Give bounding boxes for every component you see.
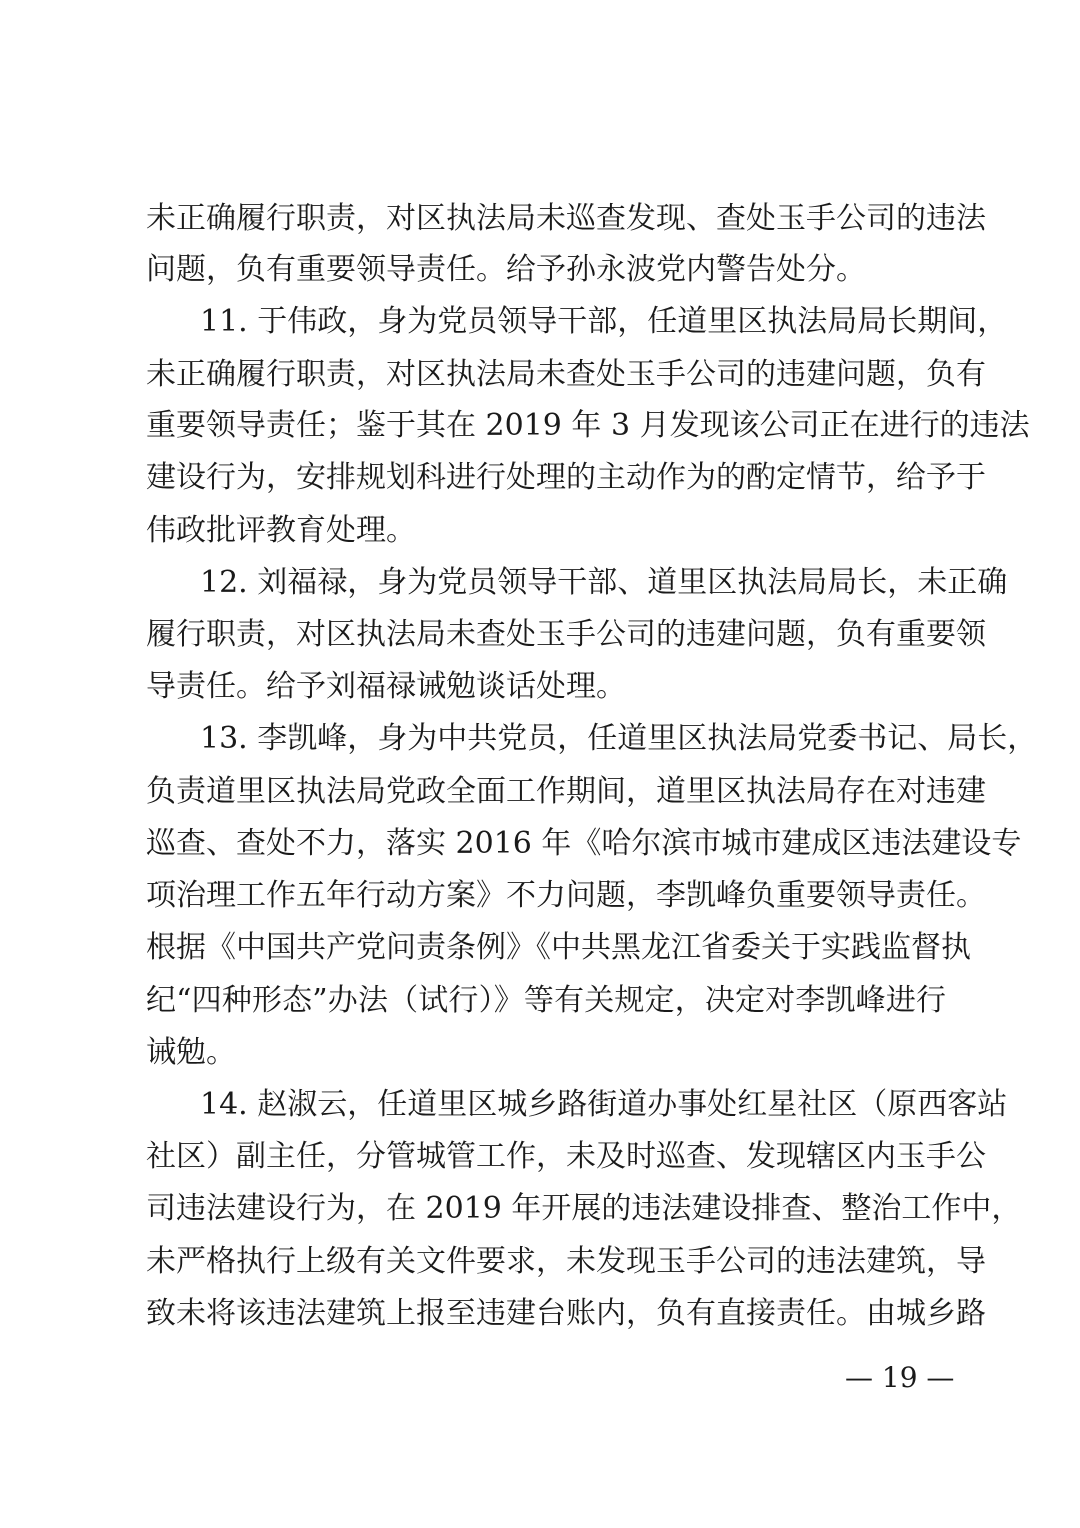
- text-line-4: 未正确履行职责，对区执法局未查处玉手公司的违建问题，负有: [146, 357, 986, 392]
- text-line-6: 建设行为，安排规划科进行处理的主动作为的酌定情节，给予于: [146, 460, 986, 495]
- text-line-19: 社区）副主任，分管城管工作，未及时巡查、发现辖区内玉手公: [146, 1139, 986, 1174]
- text-line-12: 负责道里区执法局党政全面工作期间，道里区执法局存在对违建: [146, 774, 986, 809]
- text-line-14: 项治理工作五年行动方案》不力问题，李凯峰负重要领导责任。: [146, 878, 986, 913]
- text-line-2: 问题，负有重要领导责任。给予孙永波党内警告处分。: [146, 252, 866, 287]
- text-line-7: 伟政批评教育处理。: [146, 513, 416, 548]
- text-line-1: 未正确履行职责，对区执法局未巡查发现、查处玉手公司的违法: [146, 201, 986, 236]
- text-line-15: 根据《中国共产党问责条例》《中共黑龙江省委关于实践监督执: [146, 930, 971, 965]
- text-line-5: 重要领导责任；鉴于其在 2019 年 3 月发现该公司正在进行的违法: [146, 408, 1030, 443]
- text-line-3: 11. 于伟政，身为党员领导干部，任道里区执法局局长期间，: [200, 304, 1008, 339]
- text-line-9: 履行职责，对区执法局未查处玉手公司的违建问题，负有重要领: [146, 617, 986, 652]
- text-line-21: 未严格执行上级有关文件要求，未发现玉手公司的违法建筑，导: [146, 1244, 986, 1279]
- text-line-22: 致未将该违法建筑上报至违建台账内，负有直接责任。由城乡路: [146, 1296, 986, 1331]
- text-line-20: 司违法建设行为，在 2019 年开展的违法建设排查、整治工作中，: [146, 1191, 1022, 1226]
- text-line-8: 12. 刘福禄，身为党员领导干部、道里区执法局局长，未正确: [200, 565, 1008, 600]
- page-number: — 19 —: [845, 1361, 955, 1394]
- text-line-16: 纪“四种形态”办法（试行）》等有关规定，决定对李凯峰进行: [146, 983, 946, 1018]
- text-line-11: 13. 李凯峰，身为中共党员，任道里区执法局党委书记、局长，: [200, 721, 1038, 756]
- text-line-18: 14. 赵淑云，任道里区城乡路街道办事处红星社区（原西客站: [200, 1087, 1008, 1122]
- text-line-17: 诫勉。: [146, 1035, 236, 1070]
- text-line-10: 导责任。给予刘福禄诫勉谈话处理。: [146, 669, 626, 704]
- text-line-13: 巡查、查处不力，落实 2016 年《哈尔滨市城市建成区违法建设专: [146, 826, 1022, 861]
